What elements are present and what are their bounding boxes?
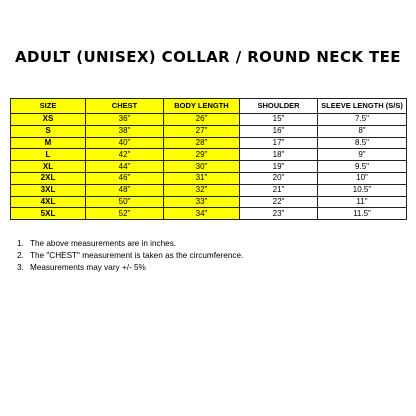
size-cell: 5XL <box>11 208 86 220</box>
shoulder-cell: 22" <box>240 196 318 208</box>
sleeve-length-cell: 10" <box>318 172 407 184</box>
note-text: The "CHEST" measurement is taken as the circumference. <box>30 251 244 260</box>
sleeve-length-cell: 8.5" <box>318 137 407 149</box>
body-length-cell: 28" <box>164 137 240 149</box>
shoulder-cell: 16" <box>240 125 318 137</box>
sleeve-length-cell: 11.5" <box>318 208 407 220</box>
chest-cell: 42" <box>86 149 164 161</box>
sleeve-length-cell: 9" <box>318 149 407 161</box>
body-length-cell: 34" <box>164 208 240 220</box>
shoulder-cell: 15" <box>240 114 318 126</box>
chest-cell: 48" <box>86 184 164 196</box>
header-shoulder: SHOULDER <box>240 99 318 114</box>
table-row <box>11 114 407 126</box>
chest-cell: 46" <box>86 172 164 184</box>
table-row <box>11 184 407 196</box>
body-length-cell: 27" <box>164 125 240 137</box>
size-chart <box>10 98 406 220</box>
size-cell: M <box>11 137 86 149</box>
size-cell: XS <box>11 114 86 126</box>
table-row <box>11 125 407 137</box>
body-length-cell: 29" <box>164 149 240 161</box>
chest-cell: 52" <box>86 208 164 220</box>
size-cell: 3XL <box>11 184 86 196</box>
sleeve-length-cell: 7.5" <box>318 114 407 126</box>
table-header-row <box>11 99 407 114</box>
shoulder-cell: 23" <box>240 208 318 220</box>
body-length-cell: 32" <box>164 184 240 196</box>
body-length-cell: 31" <box>164 172 240 184</box>
size-cell: XL <box>11 161 86 173</box>
table-body <box>11 114 407 220</box>
table-row <box>11 137 407 149</box>
body-length-cell: 26" <box>164 114 240 126</box>
size-cell: S <box>11 125 86 137</box>
body-length-cell: 33" <box>164 196 240 208</box>
note-text: The above measurements are in inches. <box>30 239 177 248</box>
body-length-cell: 30" <box>164 161 240 173</box>
notes-list <box>17 238 407 274</box>
header-sleeve-length: SLEEVE LENGTH (S/S) <box>318 99 407 114</box>
size-cell: L <box>11 149 86 161</box>
chest-cell: 40" <box>86 137 164 149</box>
note-item <box>17 250 407 262</box>
table-row <box>11 196 407 208</box>
shoulder-cell: 18" <box>240 149 318 161</box>
size-cell: 4XL <box>11 196 86 208</box>
size-table <box>10 98 407 220</box>
shoulder-cell: 20" <box>240 172 318 184</box>
chest-cell: 36" <box>86 114 164 126</box>
sleeve-length-cell: 9.5" <box>318 161 407 173</box>
shoulder-cell: 17" <box>240 137 318 149</box>
header-chest: CHEST <box>86 99 164 114</box>
note-item <box>17 238 407 250</box>
sleeve-length-cell: 11" <box>318 196 407 208</box>
shoulder-cell: 19" <box>240 161 318 173</box>
header-body-length: BODY LENGTH <box>164 99 240 114</box>
note-number: 3. <box>17 263 24 272</box>
note-number: 1. <box>17 239 24 248</box>
table-row <box>11 161 407 173</box>
note-text: Measurements may vary +/- 5% <box>30 263 146 272</box>
sleeve-length-cell: 10.5" <box>318 184 407 196</box>
header-size: SIZE <box>11 99 86 114</box>
table-row <box>11 149 407 161</box>
chest-cell: 44" <box>86 161 164 173</box>
sleeve-length-cell: 8" <box>318 125 407 137</box>
shoulder-cell: 21" <box>240 184 318 196</box>
page-title: ADULT (UNISEX) COLLAR / ROUND NECK TEE <box>15 48 401 66</box>
size-cell: 2XL <box>11 172 86 184</box>
note-number: 2. <box>17 251 24 260</box>
chest-cell: 38" <box>86 125 164 137</box>
table-row <box>11 208 407 220</box>
note-item <box>17 262 407 274</box>
chest-cell: 50" <box>86 196 164 208</box>
table-row <box>11 172 407 184</box>
